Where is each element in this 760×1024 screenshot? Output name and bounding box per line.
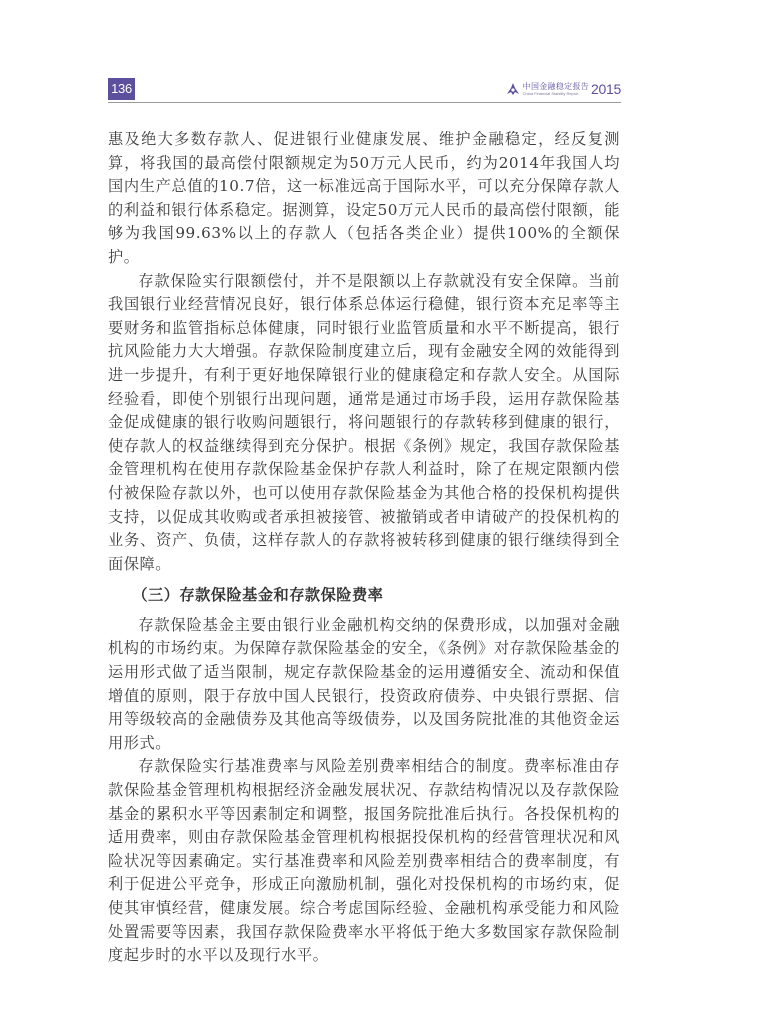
brand-year: 2015 bbox=[591, 81, 621, 97]
section-heading: （三）存款保险基金和存款保险费率 bbox=[132, 586, 384, 605]
pbc-triangle-logo-icon bbox=[506, 82, 520, 96]
report-brand bbox=[506, 79, 621, 99]
page-header bbox=[108, 78, 621, 103]
paragraph-limited-payout: 存款保险实行限额偿付，并不是限额以上存款就没有安全保障。当前我国银行业经营情况良好，银行体系总体运行稳健，银行资本充足率等主要财务和监管指标总体健康，同时银行业监管质量和水平不断提高，银行抗风险能力大大增强。存款保险制度建立后，现有金融安全网的效能得到进一步提升，有利于更好地保障银行业的健康稳定和存款人安全。从国际经验看，即使个别银行出现问题，通常是通过市场手段，运用存款保险基金促成健康的银行收购问题银行，将问题银行的存款转移到健康的银行，使存款人的权益继续得到充分保护。根据《条例》规定，我国存款保险基金管理机构在使用存款保险基金保护存款人利益时，除了在规定限额内偿付被保险存款以外，也可以使用存款保险基金为其他合格的投保机构提供支持，以促成其收购或者承担被接管、被撤销或者申请破产的投保机构的业务、资产、负债，这样存款人的存款将被转移到健康的银行继续得到全面保障。 bbox=[108, 271, 620, 573]
paragraph-premium-rate: 存款保险实行基准费率与风险差别费率相结合的制度。费率标准由存款保险基金管理机构根据经济金融发展状况、存款结构情况以及存款保险基金的累积水平等因素制定和调整，报国务院批准后执行。各投保机构的适用费率，则由存款保险基金管理机构根据投保机构的经营管理状况和风险状况等因素确定。实行基准费率和风险差别费率相结合的费率制度，有利于促进公平竞争，形成正向激励机制，强化对投保机构的市场约束，促使其审慎经营，健康发展。综合考虑国际经验、金融机构承受能力和风险处置需要等因素，我国存款保险费率水平将低于绝大多数国家存款保险制度起步时的水平以及现行水平。 bbox=[108, 757, 620, 965]
paragraph-insurance-fund: 存款保险基金主要由银行业金融机构交纳的保费形成，以加强对金融机构的市场约束。为保障存款保险基金的安全，《条例》对存款保险基金的运用形式做了适当限制，规定存款保险基金的运用遵循安全、流动和保值增值的原则，限于存放中国人民银行，投资政府债券、中央银行票据、信用等级较高的金融债券及其他高等级债券，以及国务院批准的其他资金运用形式。 bbox=[108, 615, 620, 752]
paragraph-continued: 惠及绝大多数存款人、促进银行业健康发展、维护金融稳定，经反复测算，将我国的最高偿付限额规定为50万元人民币，约为2014年我国人均国内生产总值的10.7倍，这一标准远高于国际水平，可以充分保障存款人的利益和银行体系稳定。据测算，设定50万元人民币的最高偿付限额，能够为我国99.63%以上的存款人（包括各类企业）提供100%的全额保护。 bbox=[108, 130, 620, 266]
brand-title-cn: 中国金融稳定报告 bbox=[522, 81, 590, 91]
brand-title-en: China Financial Stability Report bbox=[522, 90, 579, 96]
brand-text bbox=[523, 83, 589, 96]
page-body bbox=[108, 128, 620, 968]
page-number-badge: 136 bbox=[108, 78, 135, 100]
